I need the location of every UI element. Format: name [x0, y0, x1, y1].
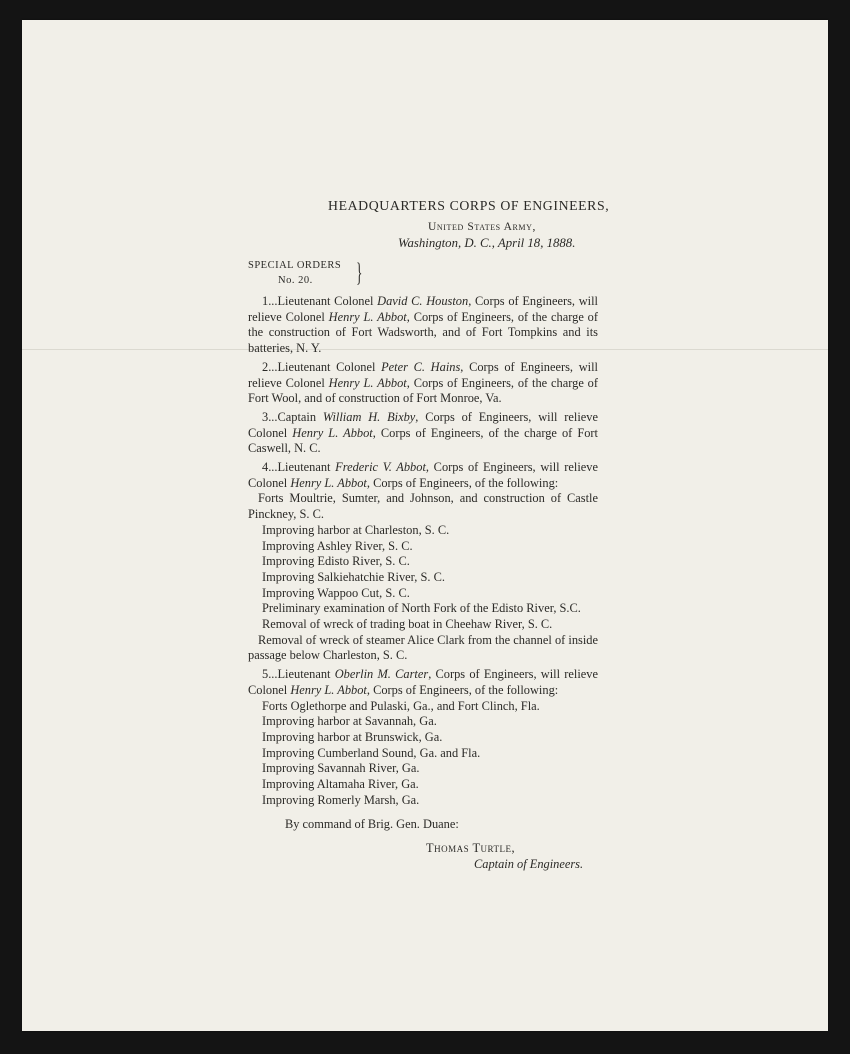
p2-prefix: 2...Lieutenant Colonel	[262, 359, 382, 374]
p2-suffix: , Corps of Engineers, of the charge of Fort Wool, and of construction of Fort Monroe, Va.	[248, 375, 599, 406]
brace-mark: }	[356, 258, 363, 287]
list-item: Improving harbor at Brunswick, Ga.	[262, 729, 443, 744]
order-label: SPECIAL ORDERS	[248, 260, 342, 271]
list-item: Improving harbor at Charleston, S. C.	[262, 522, 450, 537]
list-item: Improving harbor at Savannah, Ga.	[262, 714, 437, 729]
command-line: By command of Brig. Gen. Duane:	[285, 816, 459, 831]
document-page	[22, 20, 828, 1031]
p3-officer: William H. Bixby	[322, 409, 416, 424]
signer-title: Captain of Engineers.	[474, 856, 584, 871]
list-item: Improving Romerly Marsh, Ga.	[262, 792, 420, 807]
list-item: Preliminary examination of North Fork of the Edisto River, S.C.	[262, 601, 581, 616]
p2-relieved: Henry L. Abbot	[328, 375, 407, 390]
paragraph-4	[248, 460, 598, 491]
p4-suffix: , Corps of Engineers, of the following:	[366, 475, 559, 490]
order-body	[248, 294, 598, 877]
p1-suffix: , Corps of Engineers, of the charge of the construction of Fort Wadsworth, and of Fort Tompkins and its batteries, N. Y.	[248, 309, 599, 356]
p4-mid: , Corps of Engineers, will relieve Colonel	[248, 460, 598, 490]
list-item: Improving Wappoo Cut, S. C.	[262, 585, 410, 600]
list-item: Improving Savannah River, Ga.	[262, 761, 420, 776]
letterhead-subtitle: United States Army,	[428, 221, 536, 233]
closing-block	[248, 817, 598, 877]
p4-officer: Frederic V. Abbot	[335, 460, 426, 475]
p4-item-list	[248, 523, 598, 633]
list-item: Improving Altamaha River, Ga.	[262, 777, 419, 792]
p1-relieved: Henry L. Abbot	[328, 309, 407, 324]
p4-item-forts: Forts Moultrie, Sumter, and Johnson, and construction of Castle Pinckney, S. C.	[248, 491, 598, 522]
p5-relieved: Henry L. Abbot	[290, 682, 367, 697]
p3-prefix: 3...Captain	[262, 409, 323, 424]
p1-prefix: 1...Lieutenant Colonel	[262, 294, 378, 308]
p3-mid: , Corps of Engineers, will relieve Colonel	[248, 409, 598, 440]
letterhead-date: Washington, D. C., April 18, 1888.	[398, 236, 576, 250]
list-item: Improving Salkiehatchie River, S. C.	[262, 569, 445, 584]
paragraph-1	[248, 294, 598, 357]
list-item: Forts Oglethorpe and Pulaski, Ga., and Fort Clinch, Fla.	[262, 698, 540, 713]
signer-name: Thomas Turtle,	[426, 840, 516, 855]
paragraph-5	[248, 667, 598, 698]
p4-prefix: 4...Lieutenant	[262, 460, 336, 475]
p5-suffix: , Corps of Engineers, of the following:	[366, 682, 559, 697]
order-heading	[248, 258, 341, 288]
letterhead-title: HEADQUARTERS CORPS OF ENGINEERS,	[328, 198, 610, 213]
p4-relieved: Henry L. Abbot	[290, 475, 367, 490]
order-number: No. 20.	[278, 275, 313, 286]
p1-officer: David C. Houston	[377, 294, 469, 308]
p5-item-list	[248, 699, 598, 809]
p5-prefix: 5...Lieutenant	[262, 667, 335, 682]
p2-mid: , Corps of Engineers, will relieve Colonel	[248, 359, 598, 390]
p5-officer: Oberlin M. Carter	[334, 667, 429, 682]
list-item: Improving Cumberland Sound, Ga. and Fla.	[262, 745, 481, 760]
paragraph-3	[248, 410, 598, 457]
list-item: Improving Edisto River, S. C.	[262, 554, 410, 569]
paragraph-2	[248, 360, 598, 407]
p4-item-wreck: Removal of wreck of steamer Alice Clark from the channel of inside passage below Charleston, S. C.	[248, 632, 598, 663]
p1-mid: , Corps of Engineers, will relieve Colonel	[248, 294, 598, 324]
p3-relieved: Henry L. Abbot	[292, 425, 373, 440]
p3-suffix: , Corps of Engineers, of the charge of Fort Caswell, N. C.	[248, 425, 598, 456]
list-item: Removal of wreck of trading boat in Cheehaw River, S. C.	[262, 617, 553, 632]
list-item: Improving Ashley River, S. C.	[262, 538, 413, 553]
p2-officer: Peter C. Hains	[381, 359, 461, 374]
p5-mid: , Corps of Engineers, will relieve Colonel	[248, 667, 598, 697]
